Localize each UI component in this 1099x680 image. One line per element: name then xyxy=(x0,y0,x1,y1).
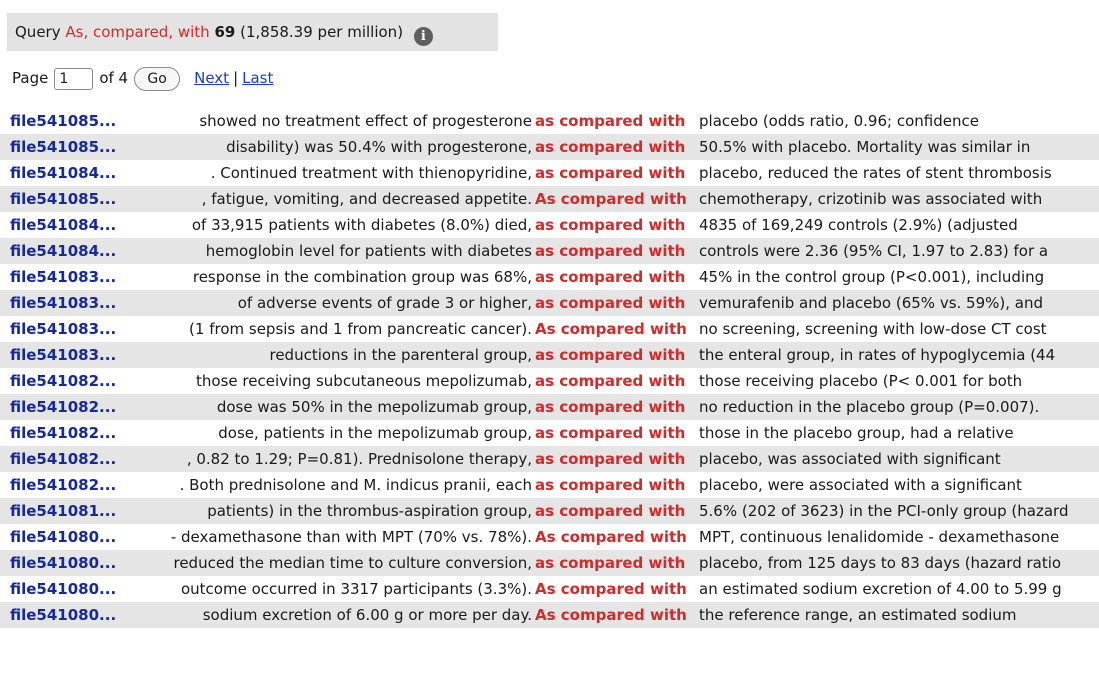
keyword-match: as compared with xyxy=(535,112,686,130)
file-link[interactable]: file541082... xyxy=(10,476,117,494)
file-link[interactable]: file541084... xyxy=(10,216,117,234)
file-link[interactable]: file541084... xyxy=(10,242,117,260)
page-label: Page xyxy=(12,69,49,87)
right-context: those in the placebo group, had a relative xyxy=(699,424,1014,442)
file-link[interactable]: file541080... xyxy=(10,606,117,624)
keyword-match: as compared with xyxy=(535,502,686,520)
right-context: 45% in the control group (P<0.001), including xyxy=(699,268,1045,286)
concordance-row xyxy=(0,264,1099,290)
right-context: 5.6% (202 of 3623) in the PCI-only group (hazard xyxy=(699,502,1069,520)
file-link[interactable]: file541082... xyxy=(10,450,117,468)
concordance-row xyxy=(0,316,1099,342)
next-page-link[interactable]: Next xyxy=(194,69,230,87)
left-context: of adverse events of grade 3 or higher, xyxy=(237,294,532,312)
right-context: those receiving placebo (P< 0.001 for both xyxy=(699,372,1023,390)
file-link[interactable]: file541083... xyxy=(10,268,117,286)
info-icon[interactable]: i xyxy=(414,27,433,46)
left-context: , fatigue, vomiting, and decreased appetite. xyxy=(201,190,532,208)
page-number-input[interactable]: 1 xyxy=(54,68,93,90)
pagination-bar xyxy=(12,65,273,91)
query-hit-count: 69 xyxy=(214,23,236,41)
keyword-match: as compared with xyxy=(535,346,686,364)
left-context: disability) was 50.4% with progesterone, xyxy=(226,138,532,156)
concordance-row xyxy=(0,524,1099,550)
page-total-label: of 4 xyxy=(99,69,129,87)
keyword-match: as compared with xyxy=(535,554,686,572)
concordance-row xyxy=(0,342,1099,368)
keyword-match: as compared with xyxy=(535,294,686,312)
right-context: 4835 of 169,249 controls (2.9%) (adjusted xyxy=(699,216,1018,234)
file-link[interactable]: file541085... xyxy=(10,190,117,208)
right-context: 50.5% with placebo. Mortality was similar in xyxy=(699,138,1031,156)
right-context: the reference range, an estimated sodium xyxy=(699,606,1017,624)
keyword-match: as compared with xyxy=(535,372,686,390)
go-button[interactable]: Go xyxy=(134,67,180,91)
left-context: response in the combination group was 68%, xyxy=(192,268,532,286)
right-context: the enteral group, in rates of hypoglycemia (44 xyxy=(699,346,1056,364)
query-prefix: Query xyxy=(15,23,61,41)
left-context: . Both prednisolone and M. indicus pranii, each xyxy=(179,476,532,494)
concordance-row xyxy=(0,472,1099,498)
left-context: (1 from sepsis and 1 from pancreatic cancer). xyxy=(189,320,532,338)
file-link[interactable]: file541084... xyxy=(10,164,117,182)
query-term: As, compared, with xyxy=(65,23,210,41)
last-page-link[interactable]: Last xyxy=(242,69,274,87)
left-context: of 33,915 patients with diabetes (8.0%) died, xyxy=(191,216,532,234)
concordance-row xyxy=(0,550,1099,576)
file-link[interactable]: file541085... xyxy=(10,138,117,156)
pager-separator: | xyxy=(233,69,239,87)
left-context: outcome occurred in 3317 participants (3.3%). xyxy=(180,580,532,598)
left-context: , 0.82 to 1.29; P=0.81). Prednisolone therapy, xyxy=(186,450,532,468)
query-summary-bar xyxy=(7,13,498,51)
right-context: MPT, continuous lenalidomide - dexamethasone xyxy=(699,528,1060,546)
right-context: placebo, was associated with significant xyxy=(699,450,1001,468)
left-context: dose was 50% in the mepolizumab group, xyxy=(216,398,532,416)
keyword-match: As compared with xyxy=(535,580,687,598)
keyword-match: As compared with xyxy=(535,606,687,624)
query-per-million: (1,858.39 per million) xyxy=(240,23,404,41)
concordance-row xyxy=(0,134,1099,160)
concordance-row xyxy=(0,186,1099,212)
left-context: patients) in the thrombus-aspiration group, xyxy=(207,502,532,520)
left-context: showed no treatment effect of progesterone xyxy=(199,112,532,130)
keyword-match: as compared with xyxy=(535,164,686,182)
file-link[interactable]: file541080... xyxy=(10,528,117,546)
concordance-row xyxy=(0,446,1099,472)
concordance-row xyxy=(0,108,1099,134)
concordance-row xyxy=(0,290,1099,316)
keyword-match: as compared with xyxy=(535,476,686,494)
concordance-row xyxy=(0,498,1099,524)
concordance-row xyxy=(0,238,1099,264)
keyword-match: As compared with xyxy=(535,528,687,546)
left-context: those receiving subcutaneous mepolizumab, xyxy=(196,372,532,390)
right-context: placebo (odds ratio, 0.96; confidence xyxy=(699,112,979,130)
file-link[interactable]: file541081... xyxy=(10,502,117,520)
concordance-row xyxy=(0,602,1099,628)
keyword-match: as compared with xyxy=(535,268,686,286)
file-link[interactable]: file541082... xyxy=(10,424,117,442)
left-context: - dexamethasone than with MPT (70% vs. 78%). xyxy=(170,528,532,546)
file-link[interactable]: file541080... xyxy=(10,580,117,598)
file-link[interactable]: file541080... xyxy=(10,554,117,572)
keyword-match: as compared with xyxy=(535,450,686,468)
file-link[interactable]: file541083... xyxy=(10,294,117,312)
left-context: . Continued treatment with thienopyridine, xyxy=(210,164,532,182)
file-link[interactable]: file541083... xyxy=(10,346,117,364)
left-context: reductions in the parenteral group, xyxy=(269,346,532,364)
concordance-row xyxy=(0,420,1099,446)
right-context: placebo, from 125 days to 83 days (hazard ratio xyxy=(699,554,1062,572)
left-context: reduced the median time to culture conversion, xyxy=(173,554,532,572)
right-context: no screening, screening with low-dose CT cost xyxy=(699,320,1047,338)
concordance-results-list xyxy=(0,108,1099,628)
concordance-row xyxy=(0,212,1099,238)
concordance-row xyxy=(0,160,1099,186)
right-context: placebo, were associated with a significant xyxy=(699,476,1022,494)
keyword-match: as compared with xyxy=(535,242,686,260)
right-context: controls were 2.36 (95% CI, 1.97 to 2.83) for a xyxy=(699,242,1049,260)
file-link[interactable]: file541085... xyxy=(10,112,117,130)
right-context: an estimated sodium excretion of 4.00 to 5.99 g xyxy=(699,580,1062,598)
right-context: chemotherapy, crizotinib was associated with xyxy=(699,190,1043,208)
keyword-match: as compared with xyxy=(535,424,686,442)
left-context: sodium excretion of 6.00 g or more per day. xyxy=(202,606,532,624)
right-context: vemurafenib and placebo (65% vs. 59%), and xyxy=(699,294,1044,312)
keyword-match: As compared with xyxy=(535,190,687,208)
file-link[interactable]: file541082... xyxy=(10,372,117,390)
right-context: no reduction in the placebo group (P=0.007). xyxy=(699,398,1040,416)
concordance-row xyxy=(0,394,1099,420)
concordance-row xyxy=(0,368,1099,394)
keyword-match: as compared with xyxy=(535,398,686,416)
keyword-match: as compared with xyxy=(535,138,686,156)
file-link[interactable]: file541082... xyxy=(10,398,117,416)
left-context: dose, patients in the mepolizumab group, xyxy=(218,424,532,442)
left-context: hemoglobin level for patients with diabetes xyxy=(205,242,532,260)
concordance-row xyxy=(0,576,1099,602)
right-context: placebo, reduced the rates of stent thrombosis xyxy=(699,164,1052,182)
keyword-match: as compared with xyxy=(535,216,686,234)
keyword-match: As compared with xyxy=(535,320,687,338)
file-link[interactable]: file541083... xyxy=(10,320,117,338)
